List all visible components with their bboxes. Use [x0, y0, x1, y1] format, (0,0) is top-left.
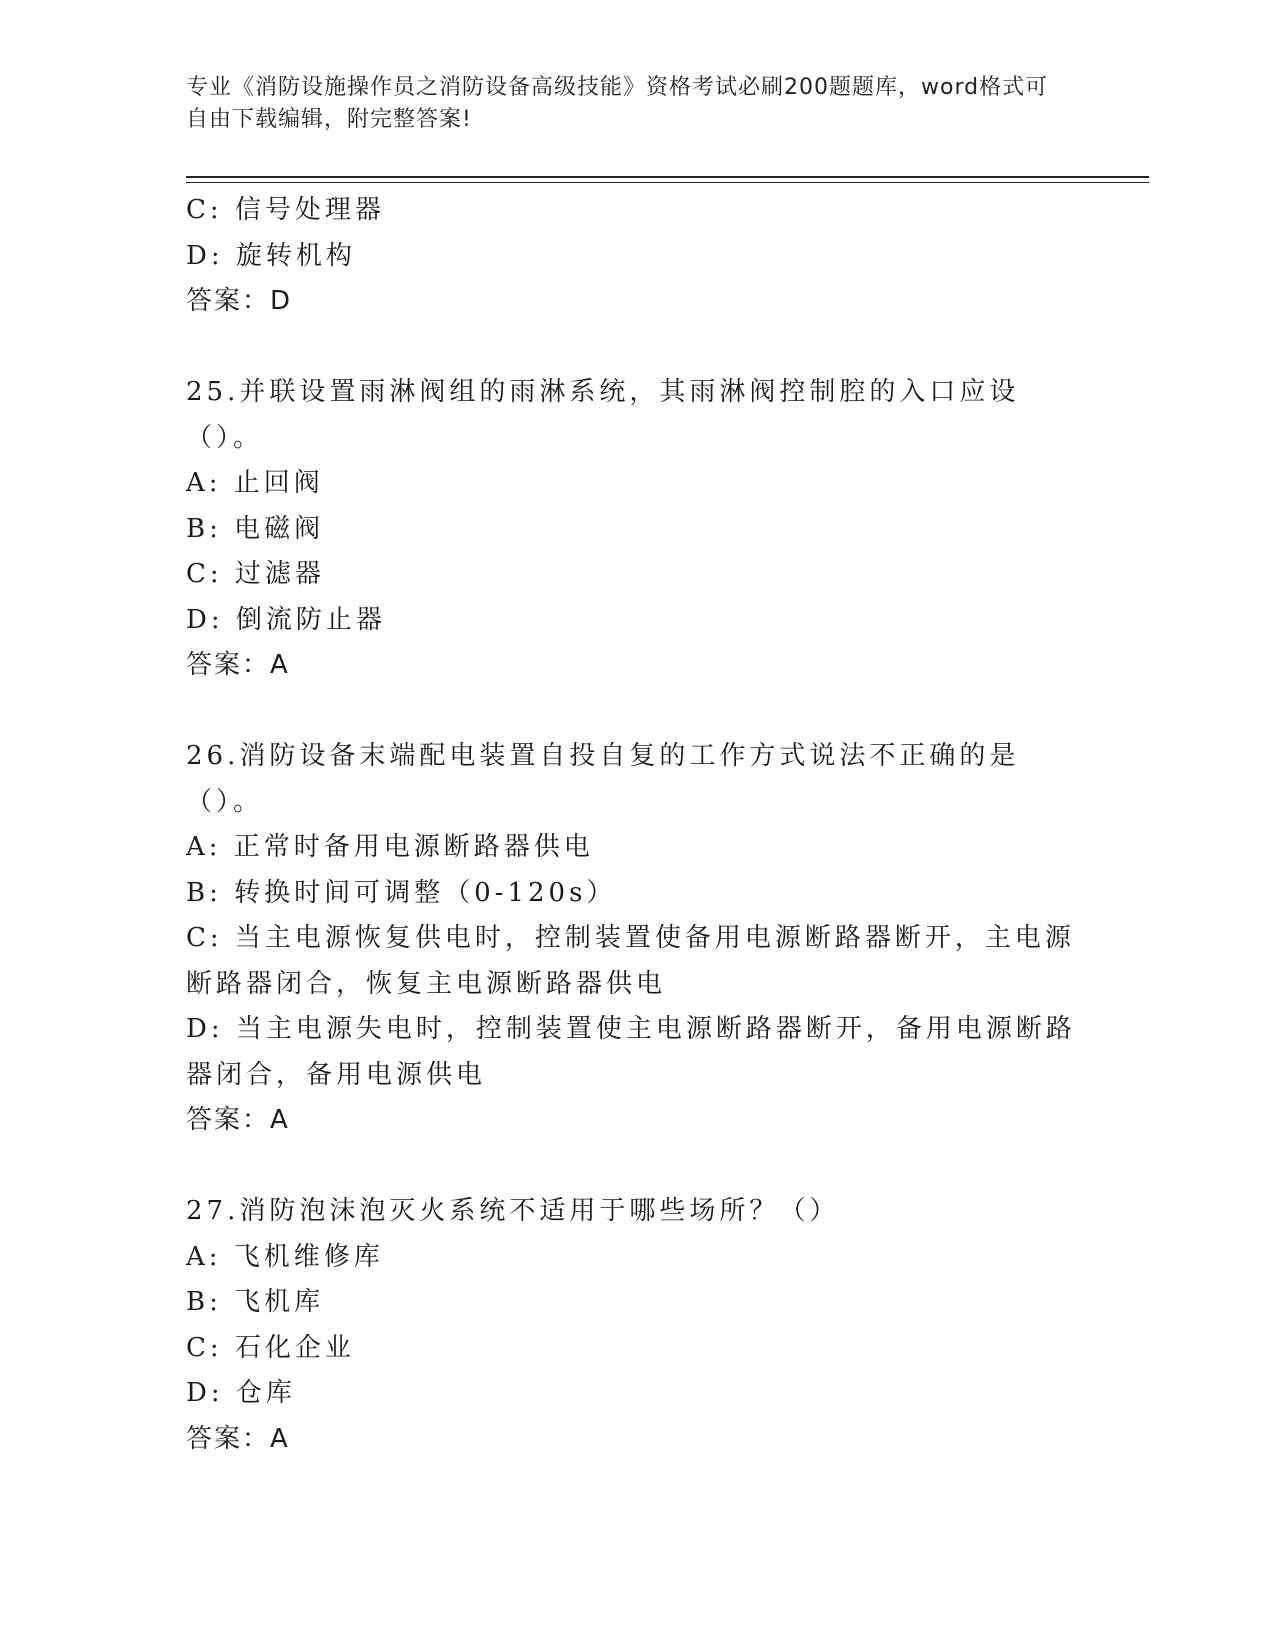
option-c: C: 过滤器 [186, 559, 325, 589]
header-divider [186, 176, 1149, 178]
question-body [186, 188, 1086, 1462]
option-d: D: 旋转机构 [186, 240, 356, 271]
option-a: A: 正常时备用电源断路器供电 [186, 832, 594, 862]
option-c: C: 当主电源恢复供电时，控制装置使备用电源断路器断开，主电源断路器闭合，恢复主电源断路器供电 [186, 923, 1075, 999]
option-a: A: 止回阀 [186, 468, 324, 498]
header-divider-thin [186, 182, 1149, 183]
option-a: A: 飞机维修库 [186, 1241, 384, 1272]
option-d: D: 当主电源失电时，控制装置使主电源断路器断开，备用电源断路器闭合，备用电源供电 [186, 1014, 1076, 1090]
option-d: D: 仓库 [186, 1378, 296, 1408]
option-b: B: 转换时间可调整（0-120s） [186, 877, 617, 908]
answer: 答案：A [186, 650, 290, 680]
page-header: 专业《消防设施操作员之消防设备高级技能》资格考试必刷200题题库，word格式可自由下载编辑，附完整答案! [186, 75, 1049, 132]
question-stem: 26.消防设备末端配电装置自投自复的工作方式说法不正确的是（）。 [186, 741, 1020, 817]
answer: 答案：A [186, 1423, 290, 1454]
option-c: C: 石化企业 [186, 1332, 355, 1363]
option-b: B: 电磁阀 [186, 513, 325, 544]
answer: 答案：D [186, 286, 293, 316]
option-b: B: 飞机库 [186, 1287, 325, 1317]
option-d: D: 倒流防止器 [186, 604, 386, 635]
answer: 答案：A [186, 1105, 290, 1135]
question-stem: 25.并联设置雨淋阀组的雨淋系统，其雨淋阀控制腔的入口应设（）。 [186, 377, 1020, 453]
question-stem: 27.消防泡沫泡灭火系统不适用于哪些场所？（） [186, 1196, 840, 1226]
option-c: C: 信号处理器 [186, 195, 385, 225]
